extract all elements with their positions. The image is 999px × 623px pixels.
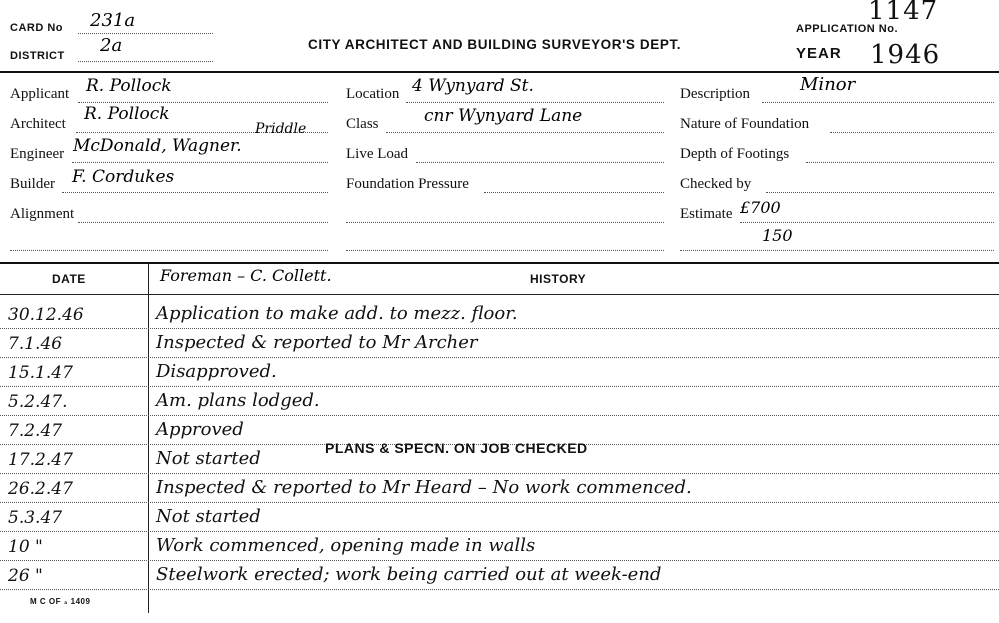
history-row-line: [0, 328, 999, 329]
estimate-value-1: £700: [740, 198, 781, 217]
history-row-date: 7.2.47: [8, 421, 63, 441]
history-row-text: Disapproved.: [156, 361, 277, 382]
department-title: CITY ARCHITECT AND BUILDING SURVEYOR'S DEPT.: [308, 37, 682, 52]
middle-line-2: [346, 250, 664, 251]
description-label: Description: [680, 86, 750, 102]
form-number: M C OF ₃ 1409: [30, 597, 91, 606]
history-row-line: [0, 560, 999, 561]
engineer-label: Engineer: [10, 146, 65, 162]
estimate-value-2: 150: [762, 226, 793, 245]
history-row-date: 7.1.46: [8, 334, 63, 354]
middle-line-1: [346, 222, 664, 223]
application-number: 1147: [868, 0, 939, 26]
foundation-pressure-label: Foundation Pressure: [346, 176, 469, 192]
depth-of-footings-label: Depth of Footings: [680, 146, 790, 162]
alignment-label: Alignment: [10, 206, 75, 222]
district-label: DISTRICT: [10, 50, 65, 62]
estimate-label: Estimate: [680, 206, 733, 222]
builder-line: [62, 192, 328, 193]
history-row-line: [0, 357, 999, 358]
class-label: Class: [346, 116, 379, 132]
date-header: DATE: [52, 272, 86, 286]
applicant-line: [78, 102, 328, 103]
builder-value: F. Cordukes: [72, 167, 175, 187]
history-row-line: [0, 502, 999, 503]
location-value: 4 Wynyard St.: [412, 76, 534, 96]
history-row-text: Work commenced, opening made in walls: [156, 535, 536, 556]
architect-value: R. Pollock: [84, 104, 170, 124]
header-divider: [0, 71, 999, 73]
builder-label: Builder: [10, 176, 55, 192]
history-row-text: Application to make add. to mezz. floor.: [156, 303, 518, 324]
foreman-note: Foreman – C. Collett.: [160, 266, 332, 285]
history-row-line: [0, 473, 999, 474]
estimate-line: [740, 222, 994, 223]
description-line: [762, 102, 994, 103]
class-line: [386, 132, 664, 133]
description-value: Minor: [800, 74, 856, 95]
year-label: YEAR: [796, 45, 842, 62]
history-header-underline: [0, 294, 999, 295]
history-row-text: Not started: [156, 448, 261, 469]
left-extra-line: [10, 250, 328, 251]
district-line: [78, 61, 213, 62]
nature-of-foundation-label: Nature of Foundation: [680, 116, 810, 132]
history-row-text: Inspected & reported to Mr Archer: [156, 332, 478, 353]
history-row-line: [0, 589, 999, 590]
history-row-date: 17.2.47: [8, 450, 73, 470]
history-row-date: 5.2.47.: [8, 392, 68, 412]
district-value: 2a: [100, 35, 123, 56]
architect-label: Architect: [10, 116, 66, 132]
history-row-line: [0, 386, 999, 387]
live-load-line: [416, 162, 664, 163]
history-row-date: 26.2.47: [8, 479, 73, 499]
application-label: APPLICATION No.: [796, 23, 899, 35]
history-row-line: [0, 415, 999, 416]
history-row-text: Steelwork erected; work being carried out at week-end: [156, 564, 662, 585]
applicant-value: R. Pollock: [86, 76, 172, 96]
engineer-extra: Priddle: [255, 121, 307, 137]
engineer-value: McDonald, Wagner.: [73, 136, 242, 156]
alignment-line: [78, 222, 328, 223]
history-row-text: Am. plans lodged.: [156, 390, 320, 411]
history-row-text: Inspected & reported to Mr Heard – No work commenced.: [156, 477, 692, 498]
history-top-divider: [0, 262, 999, 264]
checked-by-label: Checked by: [680, 176, 752, 192]
depth-line: [806, 162, 994, 163]
engineer-line: [72, 162, 328, 163]
year-value: 1946: [870, 40, 941, 70]
card-no-value: 231a: [90, 10, 136, 31]
history-row-text: Not started: [156, 506, 261, 527]
history-row-date: 26 ": [8, 566, 43, 586]
right-extra-line: [680, 250, 994, 251]
checked-line: [766, 192, 994, 193]
location-line: [406, 102, 664, 103]
history-row-date: 5.3.47: [8, 508, 63, 528]
nature-line: [830, 132, 994, 133]
history-row-line: [0, 531, 999, 532]
live-load-label: Live Load: [346, 146, 409, 162]
history-row-text: Approved: [156, 419, 244, 440]
foundation-pressure-line: [484, 192, 664, 193]
history-header: HISTORY: [530, 272, 587, 286]
history-row-date: 30.12.46: [8, 305, 84, 325]
checked-stamp: PLANS & SPECN. ON JOB CHECKED: [325, 440, 588, 456]
history-row-date: 10 ": [8, 537, 43, 557]
applicant-label: Applicant: [10, 86, 70, 102]
class-value: cnr Wynyard Lane: [424, 106, 583, 126]
card-no-label: CARD No: [10, 22, 63, 34]
location-label: Location: [346, 86, 400, 102]
history-row-date: 15.1.47: [8, 363, 73, 383]
card-no-line: [78, 33, 213, 34]
